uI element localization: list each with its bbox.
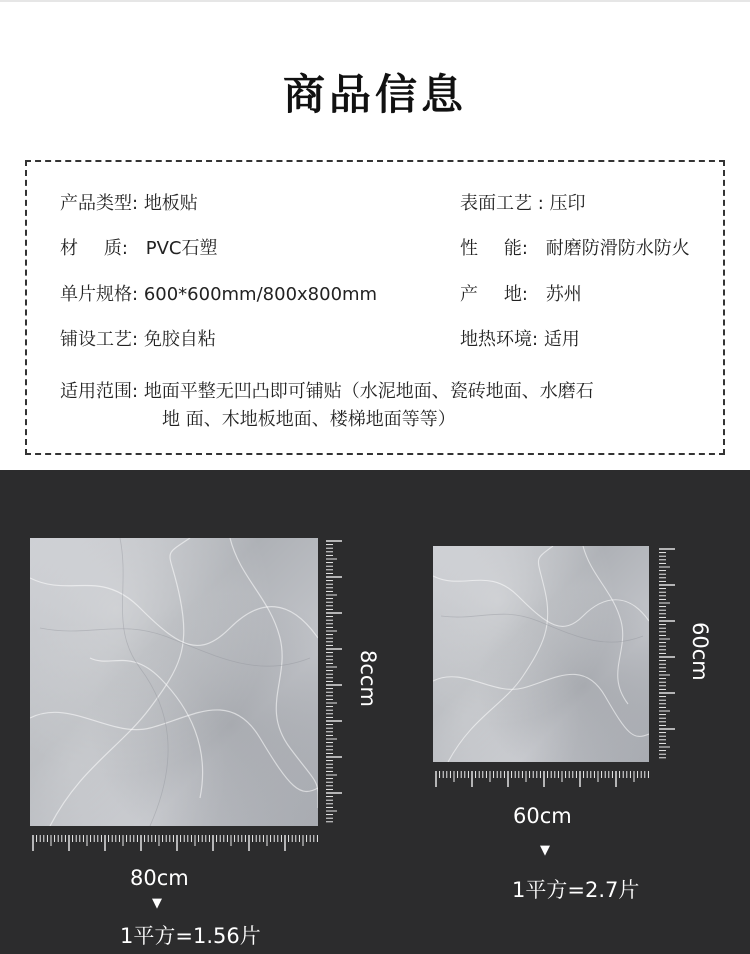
spec-value: 压印 (549, 193, 586, 214)
spec-box (25, 160, 725, 455)
ruler-vertical-small (658, 548, 680, 760)
spec-value: 地 面、木地板地面、楼梯地面等等） (162, 409, 456, 430)
tile-large-image (30, 538, 318, 826)
spec-value: 600*600mm/800x800mm (143, 284, 378, 305)
tile-large-height-label: 8ccm (356, 650, 380, 707)
spec-label: 单片规格: (60, 284, 139, 305)
spec-floor-heating (460, 328, 580, 352)
spec-product-type (60, 192, 198, 216)
spec-label (460, 237, 528, 261)
top-divider (0, 0, 750, 2)
tile-small-ratio: 1平方=2.7片 (512, 878, 640, 902)
spec-label: 铺设工艺: (60, 329, 139, 350)
spec-performance (460, 237, 690, 261)
marble-veins (30, 538, 318, 826)
spec-value: PVC石塑 (145, 238, 218, 259)
arrow-down-icon: ▼ (540, 843, 550, 858)
tile-small-height-label: 60cm (688, 622, 712, 681)
spec-label: 地热环境: (460, 329, 539, 350)
spec-label-part: 材 (60, 238, 78, 259)
tile-small-image (433, 546, 649, 762)
spec-label-part: 质: (103, 238, 128, 259)
spec-label-part: 地: (503, 284, 528, 305)
spec-scope (60, 380, 594, 404)
spec-origin (460, 283, 582, 307)
tile-large-ratio: 1平方=1.56片 (120, 924, 261, 948)
spec-material (60, 237, 217, 261)
spec-value: 苏州 (545, 284, 582, 305)
tile-small-width-label: 60cm (513, 804, 572, 828)
arrow-down-icon: ▼ (152, 896, 162, 911)
spec-value: 地板贴 (143, 193, 198, 214)
spec-label: 适用范围: (60, 381, 139, 402)
size-comparison-panel (0, 470, 750, 954)
spec-label-part: 产 (460, 284, 478, 305)
ruler-horizontal-small (435, 770, 649, 788)
spec-label-part: 能: (503, 238, 528, 259)
spec-value: 耐磨防滑防水防火 (545, 238, 690, 259)
spec-label (460, 283, 528, 307)
ruler-vertical-large (325, 540, 347, 825)
ruler-horizontal-large (32, 834, 320, 852)
spec-value: 地面平整无凹凸即可铺贴（水泥地面、瓷砖地面、水磨石 (143, 381, 594, 402)
spec-value: 免胶自粘 (143, 329, 216, 350)
spec-value: 适用 (543, 329, 580, 350)
spec-label: 表面工艺 : (460, 193, 544, 214)
marble-veins (433, 546, 649, 762)
spec-label (60, 237, 128, 261)
spec-label: 产品类型: (60, 193, 139, 214)
tile-large-width-label: 80cm (130, 866, 189, 890)
spec-label-part: 性 (460, 238, 478, 259)
spec-install (60, 328, 216, 352)
spec-size (60, 283, 377, 307)
spec-surface (460, 192, 586, 216)
page-title: 商品信息 (282, 70, 467, 119)
spec-scope-cont (162, 408, 456, 432)
